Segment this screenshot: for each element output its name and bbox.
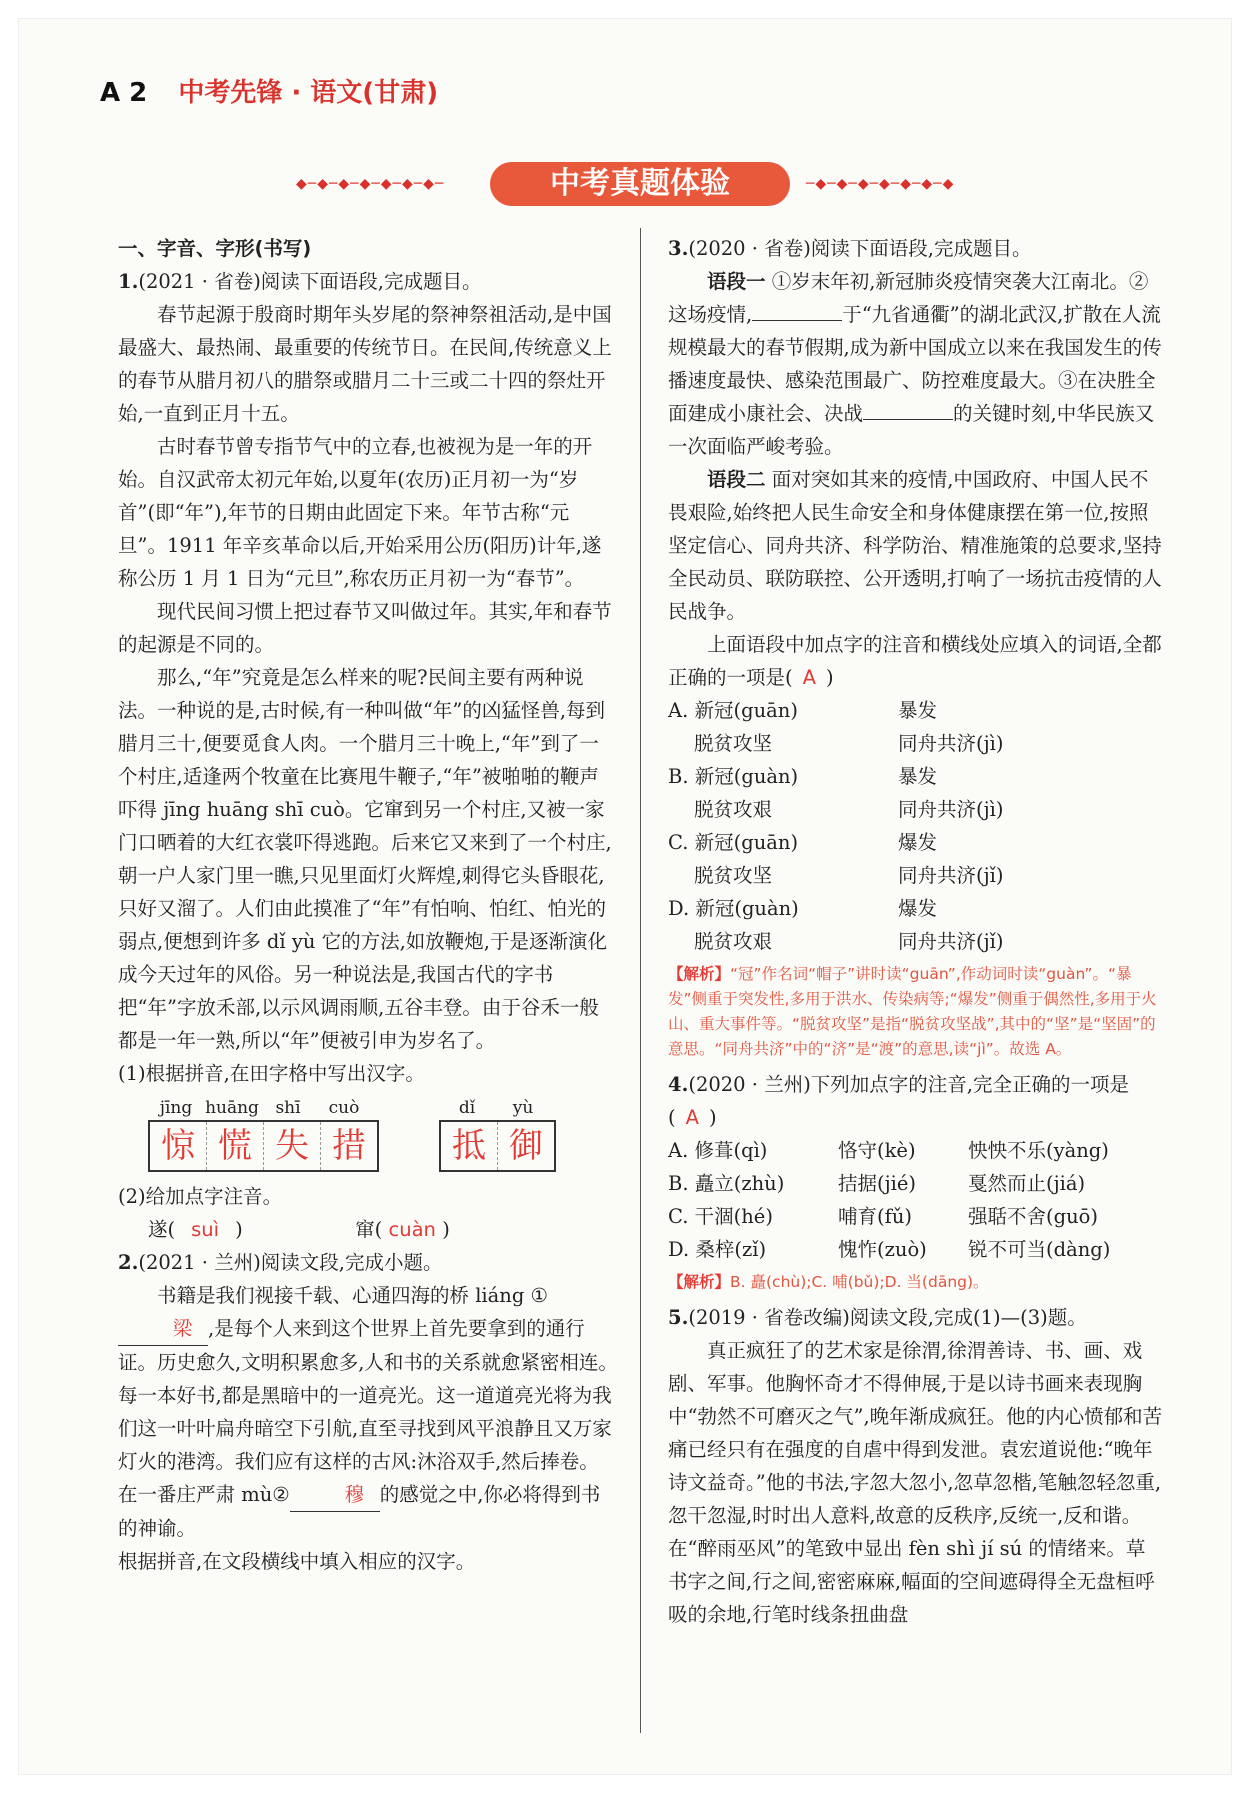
option: C. 干涸(hé) xyxy=(668,1205,773,1228)
note-close: ) xyxy=(235,1218,243,1241)
q3-text: ①岁末年初,新冠肺炎疫情突袭大江南北。②这场疫情, xyxy=(668,270,1149,326)
q5-heading xyxy=(668,1301,1163,1334)
q3-heading xyxy=(668,232,1163,265)
option-row xyxy=(668,793,1163,826)
option-row xyxy=(668,826,1163,859)
option-row xyxy=(668,1167,1163,1200)
option: B. 新冠(guàn) xyxy=(668,765,799,788)
q5-paragraph: 真正疯狂了的艺术家是徐渭,徐渭善诗、书、画、戏剧、军事。他胸怀奇才不得伸展,于是以诗书画来表现胸中“勃然不可磨灭之气”,晚年渐成疯狂。他的内心愤郁和苦痛已经只有在强度的自虐中得到发泄。袁宏道说他:“晚年诗文益奇。”他的书法,字忽大忽小,忽草忽楷,笔触忽轻忽重,忽干忽湿,时时出人意料,故意的反秩序,反统一,反和谐。在“醉雨巫风”的笔致中显出 fèn shì jí sú 的情绪来。草书字之间,行之间,密密麻麻,幅面的空间遮碍得全无盘桓呼吸的余地,行笔时线条扭曲盘 xyxy=(668,1339,1163,1626)
option-row xyxy=(668,727,1163,760)
grid-jinghuang xyxy=(148,1096,379,1172)
option: 同舟共济(jǐ) xyxy=(898,930,1004,953)
option: A. 修葺(qì) xyxy=(668,1139,768,1162)
section-title: 一、字音、字形(书写) xyxy=(118,237,312,260)
q3-passage-1 xyxy=(668,265,1163,463)
q3-blank-1 xyxy=(752,320,842,321)
q3-options xyxy=(668,694,1163,958)
grid-cell: 失 xyxy=(264,1122,321,1170)
option: 愧怍(zuò) xyxy=(838,1238,927,1261)
q3-question xyxy=(668,628,1163,694)
option: 锐不可当(dàng) xyxy=(968,1238,1111,1261)
section-banner: 中考真题体验 xyxy=(490,162,790,206)
right-column xyxy=(668,232,1163,1631)
grid-pinyin: yù xyxy=(512,1098,534,1118)
q2-source: (2021 · 兰州)阅读文段,完成小题。 xyxy=(138,1251,443,1274)
q3-answer: A xyxy=(802,666,816,689)
q3-close: ) xyxy=(825,666,834,689)
q3-analysis xyxy=(668,962,1163,1062)
option: 同舟共济(jǐ) xyxy=(898,864,1004,887)
option-row xyxy=(668,859,1163,892)
option: 戛然而止(jiá) xyxy=(968,1172,1086,1195)
q1-paragraph: 那么,“年”究竟是怎么样来的呢?民间主要有两种说法。一种说的是,古时候,有一种叫做“年”的凶猛怪兽,每到腊月三十,便要觅食人肉。一个腊月三十晚上,“年”到了一个村庄,适逢两个牧童在比赛甩牛鞭子,“年”被啪啪的鞭声吓得 jīng huāng shī cuò。它窜到另一个村庄,又被一家门口晒着的大红衣裳吓得逃跑。后来它又来到了一个村庄,朝一户人家门里一瞧,只见里面灯火辉煌,刺得它头昏眼花,只好又溜了。人们由此摸准了“年”有怕响、怕红、怕光的弱点,便想到许多 dǐ yù 它的方法,如放鞭炮,于是逐渐演化成今天过年的风俗。另一种说法是,我国古代的字书把“年”字放禾部,以示风调雨顺,五谷丰登。由于谷禾一般都是一年一熟,所以“年”便被引申为岁名了。 xyxy=(118,666,612,1052)
q4-heading xyxy=(668,1068,1163,1134)
option: 哺育(fǔ) xyxy=(838,1205,912,1228)
grid-cell: 御 xyxy=(509,1125,543,1166)
q4-source: (2020 · 兰州)下列加点字的注音,完全正确的一项是( xyxy=(668,1073,1129,1129)
q3-passage-2 xyxy=(668,463,1163,628)
q2-blank-2: 穆 xyxy=(290,1478,380,1512)
grid-pinyin: cuò xyxy=(328,1098,360,1118)
option-row xyxy=(668,1134,1163,1167)
option: 暴发 xyxy=(898,765,938,788)
option-row xyxy=(668,892,1163,925)
grid-cell: 抵 xyxy=(441,1122,498,1170)
tianzige-grids xyxy=(148,1096,618,1172)
grid-pinyin-row xyxy=(439,1096,556,1120)
note-char: 遂( xyxy=(148,1218,176,1241)
option-row xyxy=(668,1200,1163,1233)
q1-sub1: (1)根据拼音,在田字格中写出汉字。 xyxy=(118,1062,425,1085)
grid-pinyin-row xyxy=(148,1096,379,1120)
q3-text: 的关键时刻,中华民族又一次面临严峻考验。 xyxy=(668,402,1155,458)
option: B. 矗立(zhù) xyxy=(668,1172,785,1195)
q1-paragraph: 现代民间习惯上把过春节又叫做过年。其实,年和春节的起源是不同的。 xyxy=(118,600,612,656)
q4-answer: A xyxy=(685,1106,699,1129)
option: C. 新冠(guān) xyxy=(668,831,799,854)
q1-heading xyxy=(118,265,618,298)
note-close: ) xyxy=(442,1218,450,1241)
grid-cell: 慌 xyxy=(207,1122,264,1170)
q1-sub2: (2)给加点字注音。 xyxy=(118,1185,283,1208)
option: 恪守(kè) xyxy=(838,1139,916,1162)
option-row xyxy=(668,694,1163,727)
option: 拮据(jié) xyxy=(838,1172,917,1195)
option: 怏怏不乐(yàng) xyxy=(968,1139,1109,1162)
q2-text: 的感觉之中,你必将得到书的神谕。 xyxy=(118,1483,601,1540)
analysis-tag: 【解析】 xyxy=(668,1273,731,1291)
analysis-text: “冠”作名词“帽子”讲时读“guān”,作动词时读“guàn”。“暴发”侧重于突发性,多用于洪水、传染病等;“爆发”侧重于偶然性,多用于火山、重大事件等。“脱贫攻坚”是指“脱贫攻坚战”,其中的“坚”是“坚固”的意思。“同舟共济”中的“济”是“渡”的意思,读“jì”。故选 A。 xyxy=(668,965,1157,1058)
grid-cell: 惊 xyxy=(150,1122,207,1170)
q3-ask: 上面语段中加点字的注音和横线处应填入的词语,全都正确的一项是( xyxy=(668,633,1162,689)
option: 同舟共济(jì) xyxy=(898,798,1004,821)
option: 脱贫攻艰 xyxy=(694,798,773,821)
option: D. 桑梓(zǐ) xyxy=(668,1238,767,1261)
analysis-tag: 【解析】 xyxy=(668,965,731,983)
option: 同舟共济(jì) xyxy=(898,732,1004,755)
passage-label: 语段二 xyxy=(707,468,766,491)
q1-paragraph: 春节起源于殷商时期年头岁尾的祭神祭祖活动,是中国最盛大、最热闹、最重要的传统节日。在民间,传统意义上的春节从腊月初八的腊祭或腊月二十三或二十四的祭灶开始,一直到正月十五。 xyxy=(118,303,612,425)
q2-task: 根据拼音,在文段横线中填入相应的汉字。 xyxy=(118,1550,476,1573)
q3-text: 面对突如其来的疫情,中国政府、中国人民不畏艰险,始终把人民生命安全和身体健康摆在第一位,按照坚定信心、同舟共济、科学防治、精准施策的总要求,坚持全民动员、联防联控、公开透明,打响了一场抗击疫情的人民战争。 xyxy=(668,468,1162,623)
q4-analysis xyxy=(668,1270,1163,1295)
banner-right-ornament: ─◆─◆─◆─◆─◆─◆─◆ xyxy=(806,176,955,192)
q2-paragraph: 书籍是我们视接千载、心通四海的桥 liáng ①梁 ,是每个人来到这个世界上首先要拿到的通行证。历史愈久,文明积累愈多,人和书的关系就愈紧密相连。每一本好书,都是黑暗中的一道亮光。这一道道亮光将为我们这一叶叶扁舟暗空下引航,直至寻找到风平浪静且又万家灯火的港湾。我们应有这样的古风:沐浴双手,然后捧卷。在一番庄严肃 mù② 穆 的感觉之中,你必将得到书的神谕。 xyxy=(118,1284,618,1540)
option: A. 新冠(guān) xyxy=(668,699,798,722)
option: 强聒不舍(guō) xyxy=(968,1205,1098,1228)
option-row xyxy=(668,1233,1163,1266)
option: 爆发 xyxy=(898,897,938,920)
q4-close: ) xyxy=(708,1106,717,1129)
q2-text: 书籍是我们视接千载、心通四海的桥 liáng xyxy=(157,1284,525,1307)
banner-left-ornament: ◆─◆─◆─◆─◆─◆─◆─ xyxy=(296,176,445,192)
q1-paragraph: 古时春节曾专指节气中的立春,也被视为是一年的开始。自汉武帝太初元年始,以夏年(农历)正月初一为“岁首”(即“年”),年节的日期由此固定下来。年节古称“元旦”。1911 年辛亥革命以后,开始采用公历(阳历)计年,遂称公历 1 月 1 日为“元旦”,称农历正月初一为“春节”。 xyxy=(118,435,602,590)
note-answer: cuàn xyxy=(388,1218,436,1241)
q3-number: 3. xyxy=(668,237,689,260)
q4-number: 4. xyxy=(668,1073,689,1096)
option: D. 新冠(guàn) xyxy=(668,897,799,920)
q2-number: 2. xyxy=(118,1251,139,1274)
q5-source: (2019 · 省卷改编)阅读文段,完成(1)—(3)题。 xyxy=(688,1306,1087,1329)
q1-pinyin-answers xyxy=(118,1213,618,1246)
grid-pinyin: shī xyxy=(275,1098,301,1118)
option: 爆发 xyxy=(898,831,938,854)
passage-label: 语段一 xyxy=(707,270,766,293)
page-header xyxy=(100,72,438,109)
q2-blank-1: 梁 xyxy=(118,1312,208,1346)
q4-options xyxy=(668,1134,1163,1266)
grid-cell: 措 xyxy=(332,1125,366,1166)
option: 脱贫攻坚 xyxy=(694,732,773,755)
option: 脱贫攻坚 xyxy=(694,864,773,887)
note-answer: suì xyxy=(191,1218,220,1241)
option-row xyxy=(668,760,1163,793)
grid-pinyin: dǐ xyxy=(458,1098,476,1118)
column-divider xyxy=(640,228,641,1733)
q1-number: 1. xyxy=(118,270,139,293)
analysis-text: B. 矗(chù);C. 哺(bǔ);D. 当(dāng)。 xyxy=(730,1273,989,1291)
q3-source: (2020 · 省卷)阅读下面语段,完成题目。 xyxy=(688,237,1032,260)
q3-text: 于“九省通衢”的湖北武汉,扩散在人流规模最大的春节假期,成为新中国成立以来在我国发生的传播速度最快、感染范围最广、防控难度最大。③在决胜全面建成小康社会、决战 xyxy=(668,303,1162,425)
grid-pinyin: jīng xyxy=(159,1098,193,1118)
q5-number: 5. xyxy=(668,1306,689,1329)
page-number: A 2 xyxy=(100,78,148,108)
grid-pinyin: huāng xyxy=(205,1098,259,1118)
book-title: 中考先锋 · 语文(甘肃) xyxy=(178,78,439,108)
q2-text: ,是每个人来到这个世界上首先要拿到的通行证。历史愈久,文明积累愈多,人和书的关系就愈紧密相连。每一本好书,都是黑暗中的一道亮光。这一道道亮光将为我们这一叶叶扁舟暗空下引航,直至寻找到风平浪静且又万家灯火的港湾。我们应有这样的古风:沐浴双手,然后捧卷。在一番庄严肃 mù② xyxy=(118,1317,618,1506)
grid-box xyxy=(439,1120,556,1172)
option: 暴发 xyxy=(898,699,938,722)
option-row xyxy=(668,925,1163,958)
q1-source: (2021 · 省卷)阅读下面语段,完成题目。 xyxy=(138,270,482,293)
q2-heading xyxy=(118,1246,618,1279)
grid-box xyxy=(148,1120,379,1172)
left-column xyxy=(118,232,618,1578)
note-char: 窜( xyxy=(355,1218,383,1241)
option: 脱贫攻艰 xyxy=(694,930,773,953)
q3-blank-2 xyxy=(863,419,953,420)
grid-diyu xyxy=(439,1096,556,1172)
